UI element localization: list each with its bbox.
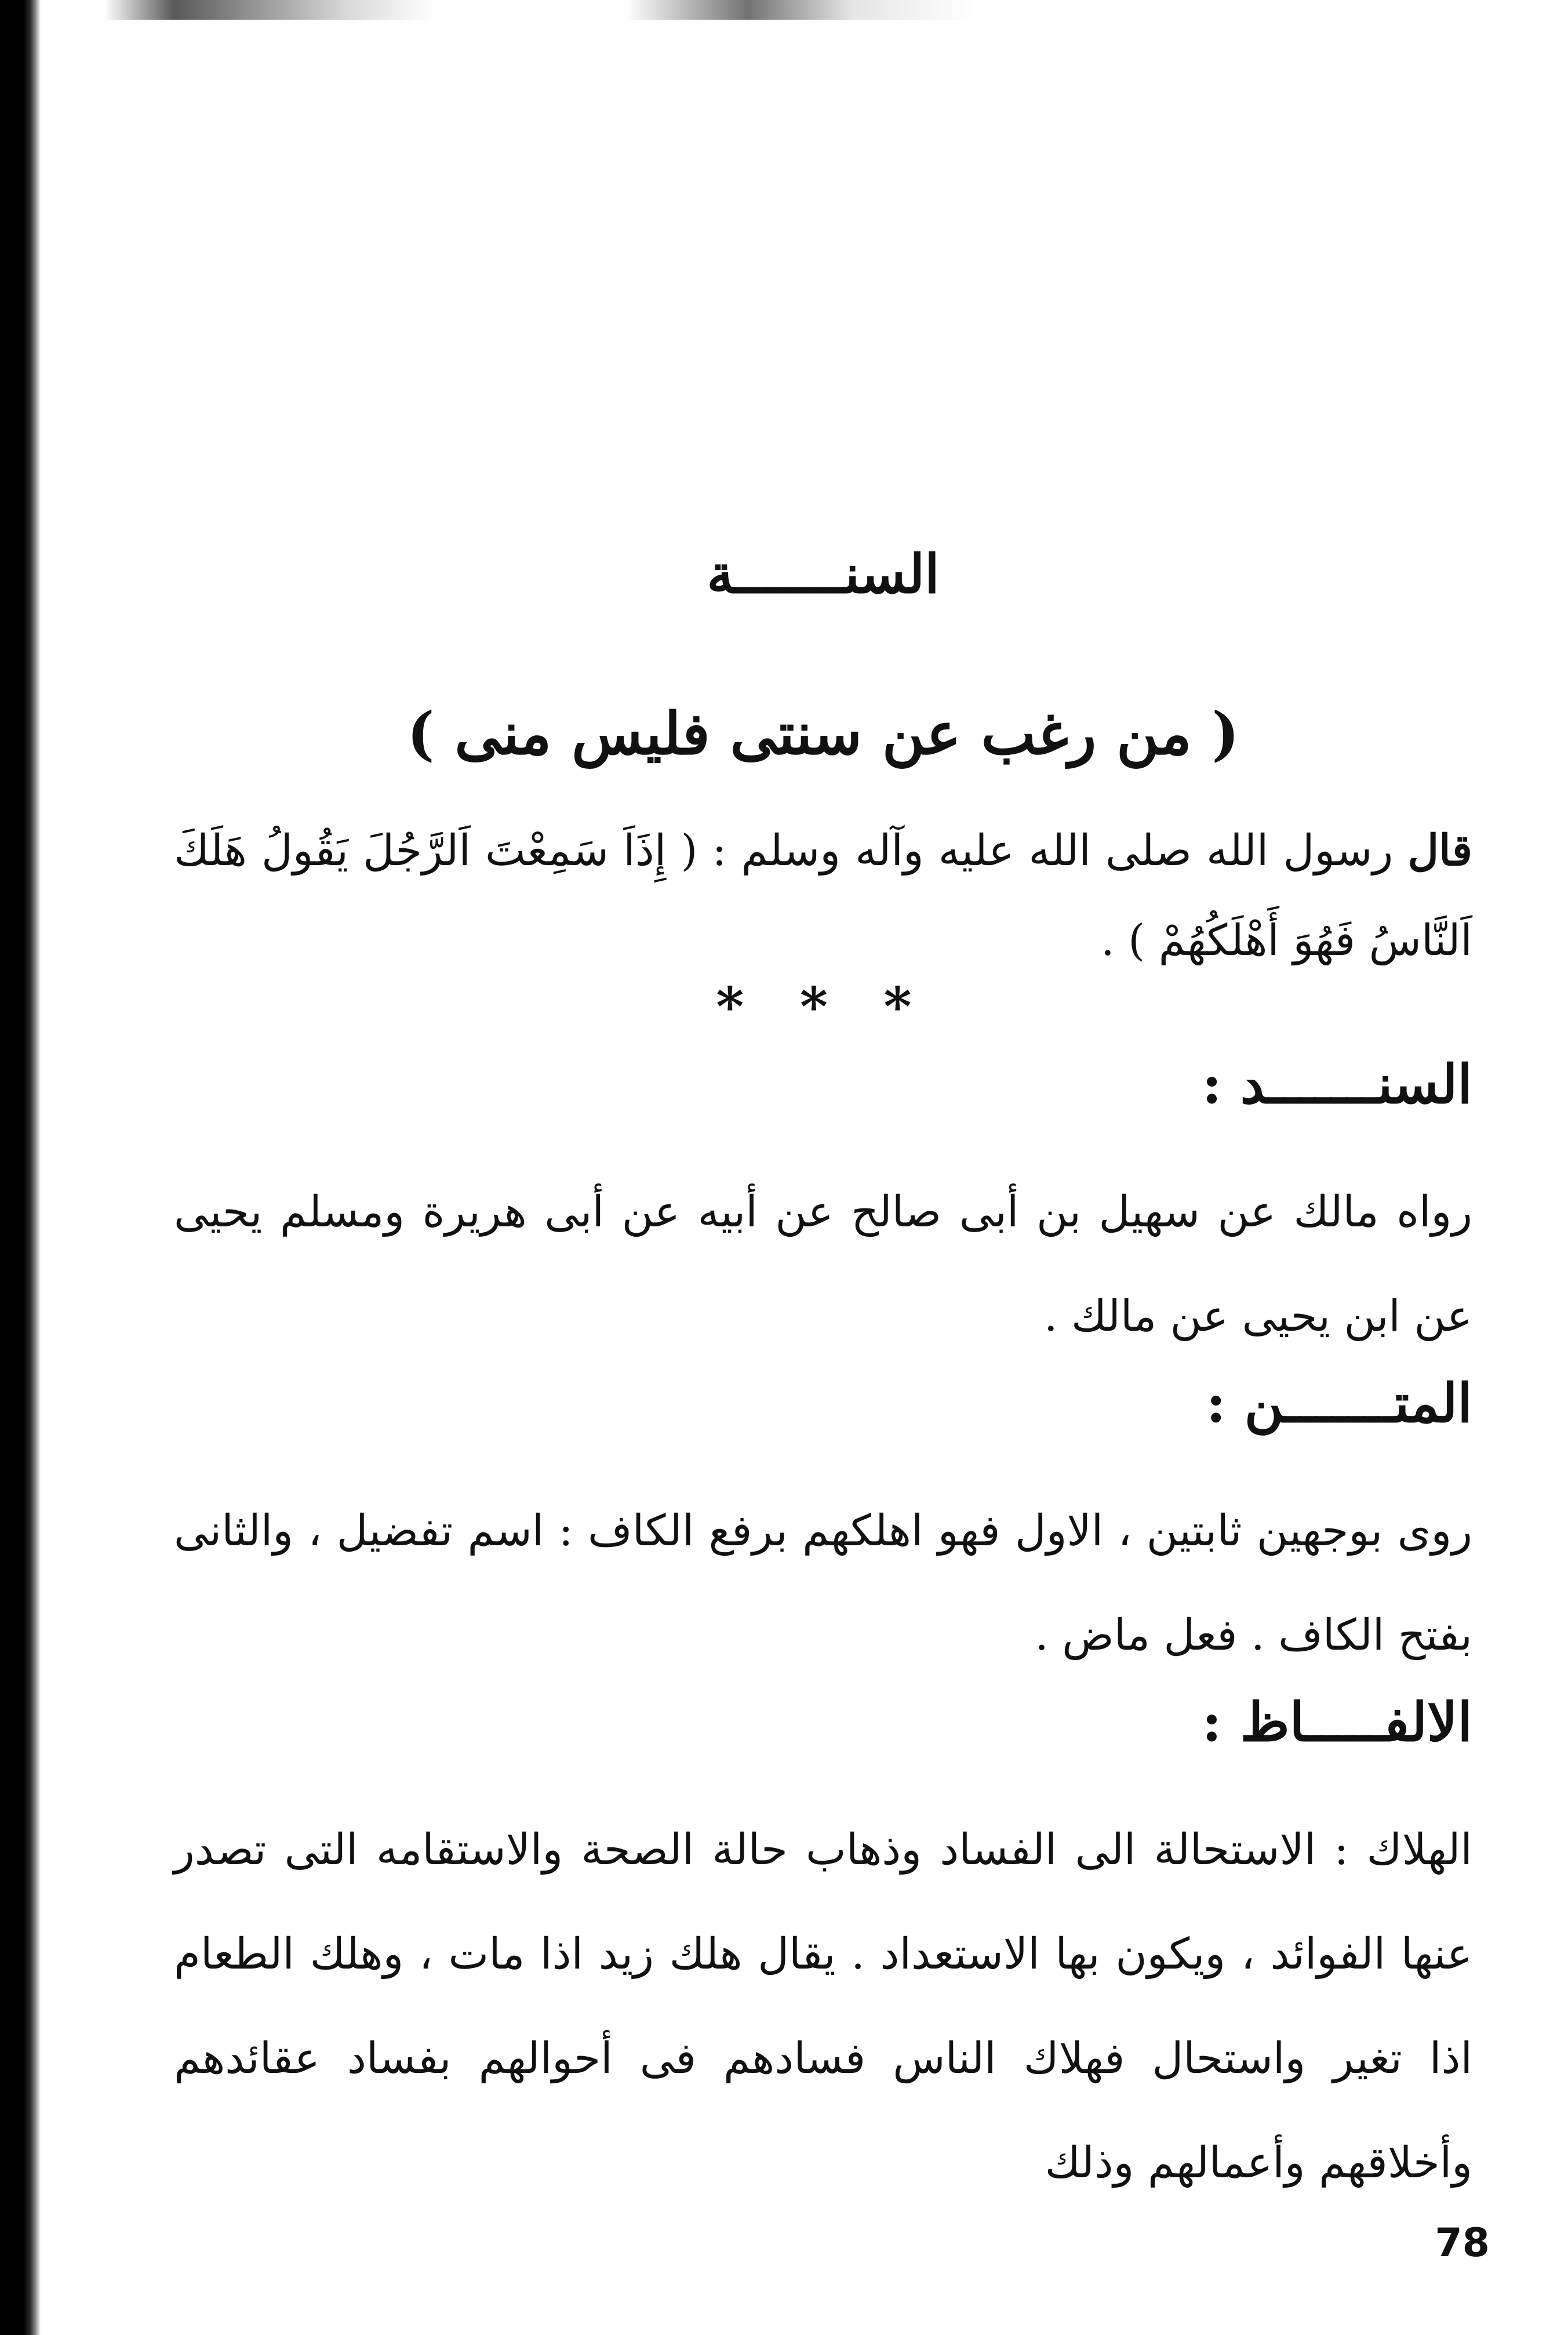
section-text-alfaz: الهلاك : الاستحالة الى الفساد وذهاب حالة الصحة والاستقامه التى تصدر عنها الفوائد ، ويكون بها الاستعداد . يقال هلك زيد اذا مات ، وهلك الطعام اذا تغير واستحال فهلاك الناس فسادهم فى أحوالهم بفساد عقائدهم وأخلاقهم وأعمالهم وذلك (174, 1825, 1472, 2188)
section-heading-matn: المتـــــــن : (1206, 1372, 1472, 1435)
separator-stars: * * * (716, 975, 930, 1038)
section-heading-sanad: السنـــــــد : (1202, 1053, 1472, 1116)
hadith-text: رسول الله صلى الله عليه وآله وسلم : ( إِذَاَ سَمِعْتَ اَلرَّجُلَ يَقُولُ هَلَكَ اَلنَّاسُ فَهُوَ أَهْلَكُهُمْ ) . (174, 826, 1472, 965)
topic-heading: ( من رغب عن سنتى فليس منى ) (407, 699, 1239, 768)
section-heading-alfaz: الالفـــــاظ : (1202, 1691, 1472, 1753)
chapter-title: السنـــــــة (707, 543, 940, 605)
section-text-sanad: رواه مالك عن سهيل بن أبى صالح عن أبيه عن أبى هريرة ومسلم يحيى عن ابن يحيى عن مالك . (174, 1187, 1472, 1341)
scan-edge-shadow (0, 0, 41, 2335)
section-text-matn: روى بوجهين ثابتين ، الاول فهو اهلكهم برفع الكاف : اسم تفضيل ، والثانى بفتح الكاف . فعل ماض . (174, 1506, 1472, 1660)
page-number: 78 (1435, 2220, 1490, 2266)
hadith-intro: قال (1407, 826, 1472, 876)
scan-top-bleed (104, 0, 974, 20)
hadith-paragraph (174, 806, 1472, 986)
